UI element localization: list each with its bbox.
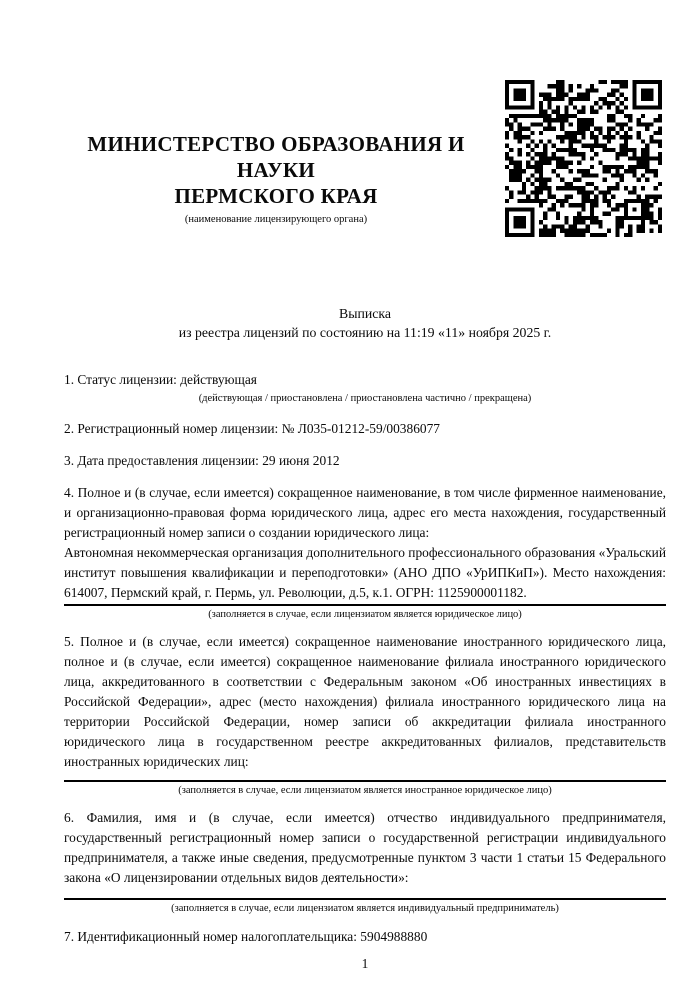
issuer-header	[62, 131, 490, 226]
document-title	[64, 304, 666, 342]
item-6-label: 6. Фамилия, имя и (в случае, если имеется) отчество индивидуального предпринимателя, государственный регистрационный номер записи о государственной регистрации индивидуального предпринимателя, а также иные сведения, предусмотренные пунктом 3 части 1 статьи 15 Федерального закона «О лицензировании отдельных видов деятельности»:	[64, 810, 666, 885]
item-5-fill-line	[64, 780, 666, 782]
document-title-line2: из реестра лицензий по состоянию на 11:19 «11» ноября 2025 г.	[178, 325, 552, 340]
document-body	[64, 370, 666, 973]
item-6-caption: (заполняется в случае, если лицензиатом является индивидуальный предприниматель)	[171, 903, 559, 914]
item-5-caption: (заполняется в случае, если лицензиатом является иностранное юридическое лицо)	[178, 785, 552, 796]
item-4-licensee-details: Автономная некоммерческая организация дополнительного профессионального образования «Уральский институт повышения квалификации и переподготовки» (АНО ДПО «УрИПКиП»). Место нахождения: 614007, Пермский край, г. Пермь, ул. Революции, д.5, к.1. ОГРН: 1125900001182.	[64, 543, 666, 606]
issuer-caption: (наименование лицензирующего органа)	[184, 214, 368, 225]
item-6-fill-line	[64, 898, 666, 900]
issuer-name-line2: ПЕРМСКОГО КРАЯ	[174, 184, 378, 208]
issuer-name-line1: МИНИСТЕРСТВО ОБРАЗОВАНИЯ И НАУКИ	[87, 132, 465, 182]
item-4-label: 4. Полное и (в случае, если имеется) сокращенное наименование, в том числе фирменное наименование, и организационно-правовая форма юридического лица, адрес его места нахождения, государственный регистрационный номер записи о создании юридического лица:	[64, 485, 666, 540]
item-1-license-status: 1. Статус лицензии: действующая	[64, 372, 257, 387]
issuer-name	[62, 131, 490, 209]
item-1-caption: (действующая / приостановлена / приостановлена частично / прекращена)	[198, 393, 532, 404]
document-title-line1: Выписка	[339, 306, 391, 321]
page-number: 1	[361, 956, 369, 971]
item-2-registration-number: 2. Регистрационный номер лицензии: № Л035-01212-59/00386077	[64, 421, 440, 436]
item-7-taxpayer-number: 7. Идентификационный номер налогоплательщика: 5904988880	[64, 929, 428, 944]
item-3-grant-date: 3. Дата предоставления лицензии: 29 июня 2012	[64, 453, 340, 468]
item-4-caption: (заполняется в случае, если лицензиатом является юридическое лицо)	[208, 609, 522, 620]
item-5-label: 5. Полное и (в случае, если имеется) сокращенное наименование иностранного юридического лица, полное и (в случае, если имеется) сокращенное наименование филиала иностранного юридического лица, аккредитованного в соответствии с Федеральным законом «Об иностранных инвестициях в Российской Федерации», адрес (место нахождения) филиала иностранного юридического лица на территории Российской Федерации, номер записи об аккредитации филиала иностранного юридического лица в государственном реестре аккредитованных филиалов, представительств иностранных юридических лиц:	[64, 634, 666, 769]
qr-code-icon	[505, 80, 662, 237]
